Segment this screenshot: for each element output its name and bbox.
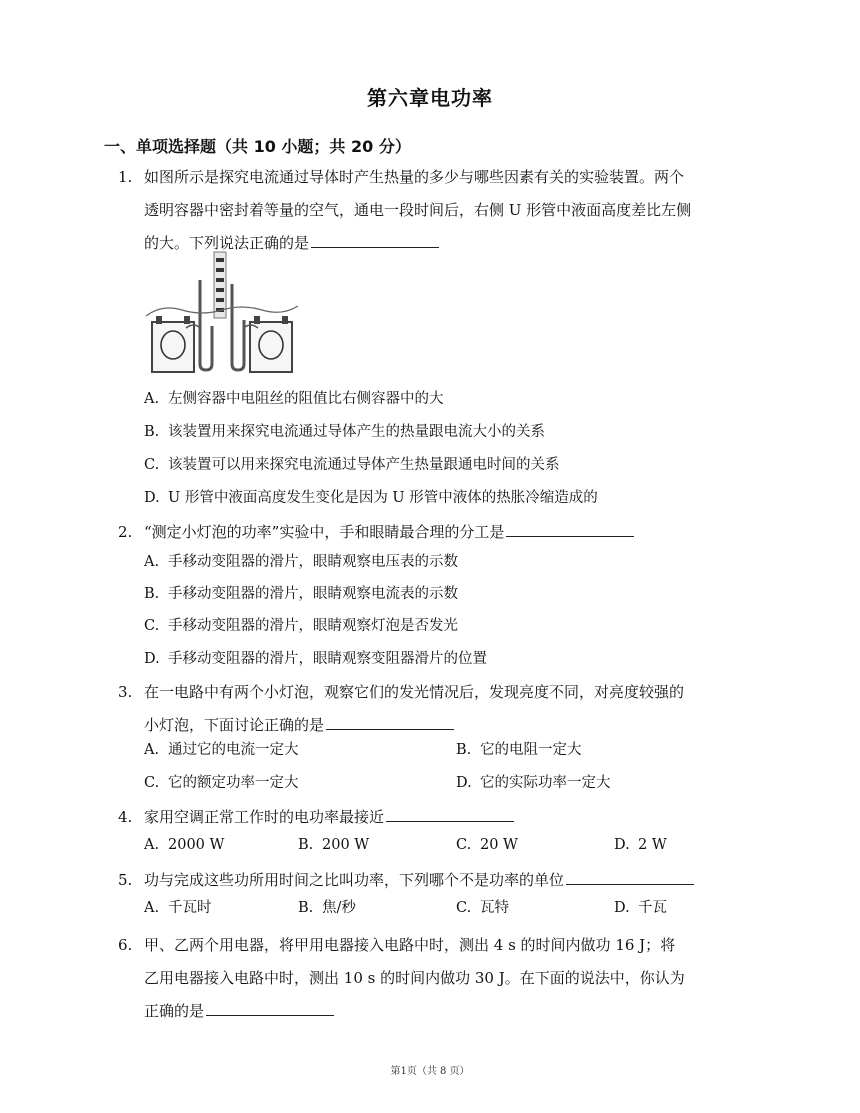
option-d bbox=[614, 835, 667, 855]
question-stem-line: 正确的是 bbox=[144, 1002, 205, 1020]
option-label: B. bbox=[144, 586, 160, 602]
option-c bbox=[144, 616, 458, 636]
option-label: B. bbox=[144, 424, 160, 440]
question-number: 5. bbox=[118, 871, 133, 889]
answer-blank bbox=[386, 807, 514, 822]
answer-blank bbox=[326, 715, 454, 730]
option-text: 该装置可以用来探究电流通过导体产生热量跟通电时间的关系 bbox=[168, 457, 560, 473]
option-a bbox=[144, 898, 212, 918]
question-stem-line: 甲、乙两个用电器，将甲用电器接入电路中时，测出 4 s 的时间内做功 16 J；将 bbox=[144, 936, 676, 954]
option-label: A. bbox=[144, 554, 160, 570]
question-stem-line: 如图所示是探究电流通过导体时产生热量的多少与哪些因素有关的实验装置。两个 bbox=[144, 168, 685, 186]
option-label: C. bbox=[144, 618, 160, 634]
option-label: A. bbox=[144, 837, 160, 853]
question-stem-line: “测定小灯泡的功率”实验中，手和眼睛最合理的分工是 bbox=[144, 523, 505, 541]
question-number: 1. bbox=[118, 168, 133, 186]
answer-blank bbox=[566, 870, 694, 885]
option-text: 手移动变阻器的滑片，眼睛观察电流表的示数 bbox=[168, 586, 458, 602]
section-heading: 一、单项选择题（共 10 小题；共 20 分） bbox=[104, 137, 411, 156]
option-c bbox=[456, 898, 509, 918]
option-text: 2 W bbox=[638, 837, 667, 853]
option-text: 它的实际功率一定大 bbox=[480, 775, 611, 791]
option-b bbox=[298, 898, 356, 918]
option-label: D. bbox=[456, 775, 472, 791]
option-label: D. bbox=[614, 900, 630, 916]
option-text: 手移动变阻器的滑片，眼睛观察电压表的示数 bbox=[168, 554, 458, 570]
option-a bbox=[144, 740, 299, 760]
option-text: 千瓦时 bbox=[168, 900, 212, 916]
option-a bbox=[144, 835, 224, 855]
question-stem-line: 的大。下列说法正确的是 bbox=[144, 234, 310, 252]
answer-blank bbox=[506, 522, 634, 537]
option-a bbox=[144, 389, 444, 409]
option-d bbox=[144, 649, 487, 669]
option-d bbox=[456, 773, 611, 793]
option-text: 2000 W bbox=[168, 837, 225, 853]
option-b bbox=[298, 835, 369, 855]
question-4 bbox=[118, 801, 764, 834]
option-text: 左侧容器中电阻丝的阻值比右侧容器中的大 bbox=[168, 391, 444, 407]
option-c bbox=[144, 455, 560, 475]
option-text: U 形管中液面高度发生变化是因为 U 形管中液体的热胀冷缩造成的 bbox=[168, 490, 598, 506]
option-label: C. bbox=[144, 775, 160, 791]
question-stem-line: 家用空调正常工作时的电功率最接近 bbox=[144, 808, 385, 826]
option-text: 手移动变阻器的滑片，眼睛观察灯泡是否发光 bbox=[168, 618, 458, 634]
question-stem-line: 乙用电器接入电路中时，测出 10 s 的时间内做功 30 J。在下面的说法中，你认为 bbox=[144, 969, 685, 987]
option-a bbox=[144, 552, 458, 572]
option-text: 200 W bbox=[322, 837, 370, 853]
option-text: 它的电阻一定大 bbox=[480, 742, 582, 758]
option-label: D. bbox=[614, 837, 630, 853]
question-2 bbox=[118, 516, 764, 549]
option-label: C. bbox=[456, 900, 472, 916]
option-label: A. bbox=[144, 900, 160, 916]
option-b bbox=[456, 740, 582, 760]
option-label: A. bbox=[144, 742, 160, 758]
question-6 bbox=[118, 929, 764, 1028]
u-tube-apparatus-figure bbox=[142, 250, 302, 374]
option-b bbox=[144, 584, 458, 604]
question-number: 2. bbox=[118, 523, 133, 541]
page-title: 第六章电功率 bbox=[367, 86, 493, 110]
page-footer: 第1页（共 8 页） bbox=[390, 1066, 470, 1077]
option-label: B. bbox=[298, 900, 314, 916]
option-text: 该装置用来探究电流通过导体产生的热量跟电流大小的关系 bbox=[168, 424, 545, 440]
option-text: 它的额定功率一定大 bbox=[168, 775, 299, 791]
option-text: 通过它的电流一定大 bbox=[168, 742, 299, 758]
option-label: D. bbox=[144, 651, 160, 667]
question-5 bbox=[118, 864, 764, 897]
question-stem-line: 透明容器中密封着等量的空气，通电一段时间后，右侧 U 形管中液面高度差比左侧 bbox=[144, 201, 692, 219]
option-text: 焦/秒 bbox=[322, 900, 356, 916]
question-number: 6. bbox=[118, 936, 133, 954]
option-label: C. bbox=[144, 457, 160, 473]
option-b bbox=[144, 422, 545, 442]
option-c bbox=[456, 835, 518, 855]
option-c bbox=[144, 773, 299, 793]
option-label: D. bbox=[144, 490, 160, 506]
question-number: 4. bbox=[118, 808, 133, 826]
answer-blank bbox=[206, 1001, 334, 1016]
option-d bbox=[144, 488, 598, 508]
question-stem-line: 在一电路中有两个小灯泡，观察它们的发光情况后，发现亮度不同，对亮度较强的 bbox=[144, 683, 685, 701]
option-text: 瓦特 bbox=[480, 900, 509, 916]
question-number: 3. bbox=[118, 683, 133, 701]
question-stem-line: 小灯泡，下面讨论正确的是 bbox=[144, 716, 325, 734]
option-text: 手移动变阻器的滑片，眼睛观察变阻器滑片的位置 bbox=[168, 651, 487, 667]
question-3 bbox=[118, 676, 764, 742]
question-1 bbox=[118, 161, 764, 260]
option-d bbox=[614, 898, 667, 918]
question-stem-line: 功与完成这些功所用时间之比叫功率，下列哪个不是功率的单位 bbox=[144, 871, 565, 889]
option-label: B. bbox=[456, 742, 472, 758]
option-label: B. bbox=[298, 837, 314, 853]
option-label: A. bbox=[144, 391, 160, 407]
option-text: 千瓦 bbox=[638, 900, 667, 916]
option-label: C. bbox=[456, 837, 472, 853]
answer-blank bbox=[311, 233, 439, 248]
option-text: 20 W bbox=[480, 837, 518, 853]
